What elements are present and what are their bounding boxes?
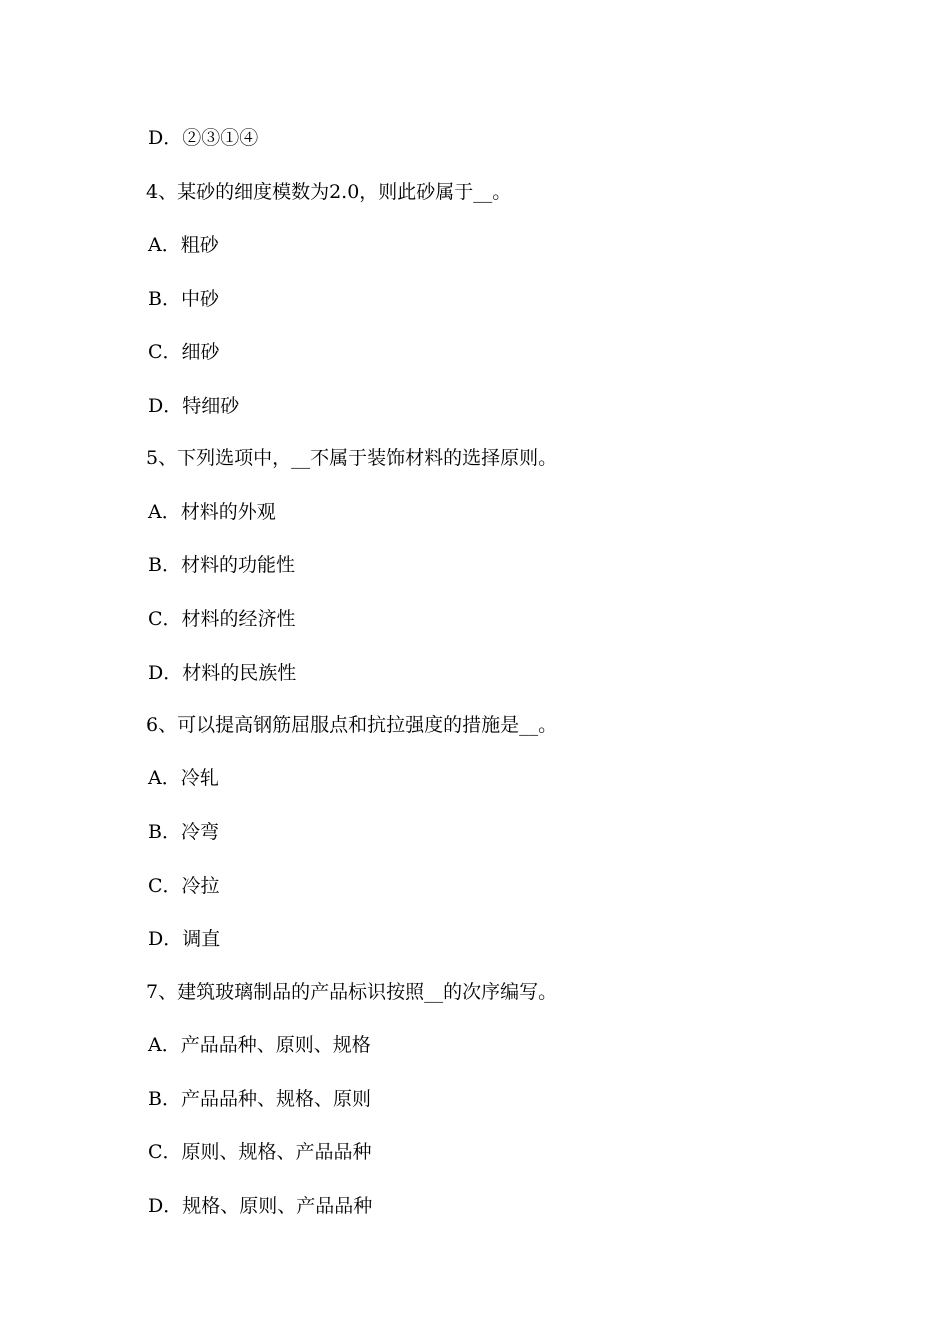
option-q6-d: D．调直 xyxy=(148,928,221,950)
option-q6-a: A．冷轧 xyxy=(148,767,219,789)
option-q5-a: A．材料的外观 xyxy=(148,501,276,523)
question-5-stem: 5、下列选项中，__不属于装饰材料的选择原则。 xyxy=(146,447,558,469)
option-q6-b: B．冷弯 xyxy=(148,821,219,843)
option-q5-d: D．材料的民族性 xyxy=(148,662,297,684)
option-q6-c: C．冷拉 xyxy=(148,875,220,897)
option-q5-c: C．材料的经济性 xyxy=(148,608,296,630)
option-q4-d: D．特细砂 xyxy=(148,395,240,417)
option-q3-d: D．②③①④ xyxy=(148,127,259,149)
question-6-stem: 6、可以提高钢筋屈服点和抗拉强度的措施是__。 xyxy=(146,714,558,736)
option-q5-b: B．材料的功能性 xyxy=(148,554,295,576)
option-q7-d: D．规格、原则、产品品种 xyxy=(148,1195,373,1217)
option-q7-a: A．产品品种、原则、规格 xyxy=(148,1034,371,1056)
question-4-stem: 4、某砂的细度模数为2.0，则此砂属于__。 xyxy=(146,181,512,203)
question-7-stem: 7、建筑玻璃制品的产品标识按照__的次序编写。 xyxy=(146,981,558,1003)
option-q7-c: C．原则、规格、产品品种 xyxy=(148,1141,372,1163)
option-q4-c: C．细砂 xyxy=(148,341,220,363)
option-q4-a: A．粗砂 xyxy=(148,234,219,256)
option-q4-b: B．中砂 xyxy=(148,288,219,310)
option-q7-b: B．产品品种、规格、原则 xyxy=(148,1088,371,1110)
